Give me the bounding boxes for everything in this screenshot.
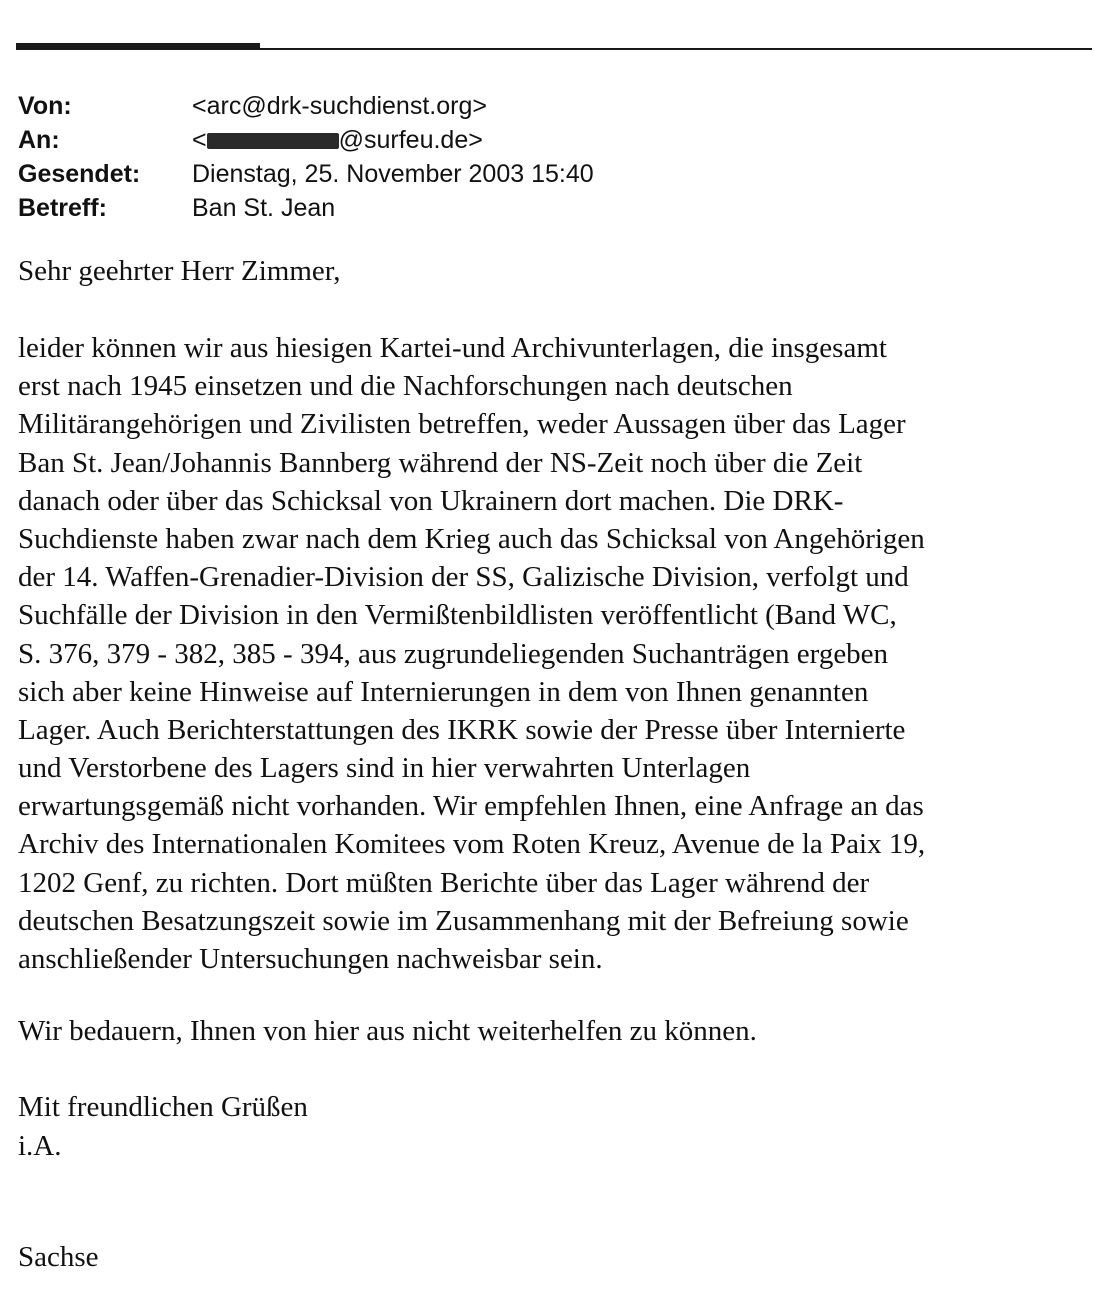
paragraph-line: Suchfälle der Division in den Vermißtenbildlisten veröffentlicht (Band WC, xyxy=(18,599,897,632)
paragraph-line: sich aber keine Hinweise auf Internierungen in dem von Ihnen genannten xyxy=(18,675,869,708)
paragraph-line: Ban St. Jean/Johannis Bannberg während der NS-Zeit noch über die Zeit xyxy=(18,446,863,479)
from-row xyxy=(18,89,594,123)
to-value xyxy=(192,123,483,157)
subject-value: Ban St. Jean xyxy=(192,194,336,222)
sent-value: Dienstag, 25. November 2003 15:40 xyxy=(192,160,594,188)
closing: Mit freundlichen Grüßen xyxy=(18,1091,308,1123)
to-prefix: < xyxy=(192,126,207,154)
paragraph-line: Lager. Auch Berichterstattungen des IKRK sowie der Presse über Internierte xyxy=(18,713,906,746)
paragraph-line: anschließender Untersuchungen nachweisbar sein. xyxy=(18,943,603,975)
to-row xyxy=(18,123,594,157)
paragraph-line: deutschen Besatzungszeit sowie im Zusammenhang mit der Befreiung sowie xyxy=(18,904,909,937)
from-label: Von: xyxy=(18,92,72,120)
paragraph-line: der 14. Waffen-Grenadier-Division der SS, Galizische Division, verfolgt und xyxy=(18,561,909,594)
paragraph-line: und Verstorbene des Lagers sind in hier verwahrten Unterlagen xyxy=(18,752,751,785)
sent-row xyxy=(18,157,594,191)
subject-label: Betreff: xyxy=(18,194,107,222)
email-header xyxy=(18,89,594,225)
to-suffix: @surfeu.de> xyxy=(338,126,483,154)
paragraph-line: leider können wir aus hiesigen Kartei-und Archivunterlagen, die insgesamt xyxy=(18,332,887,364)
paragraph-line: Suchdienste haben zwar nach dem Krieg auch das Schicksal von Angehörigen xyxy=(18,522,925,555)
paragraph-line: erst nach 1945 einsetzen und die Nachforschungen nach deutschen xyxy=(18,370,793,403)
to-label: An: xyxy=(18,126,60,154)
from-value: <arc@drk-suchdienst.org> xyxy=(192,92,487,120)
paragraph-line: S. 376, 379 - 382, 385 - 394, aus zugrundeliegenden Suchanträgen ergeben xyxy=(18,637,889,670)
redaction-bar xyxy=(207,133,339,149)
greeting: Sehr geehrter Herr Zimmer, xyxy=(18,255,341,287)
main-paragraph xyxy=(18,329,925,978)
paragraph-line: Archiv des Internationalen Komitees vom Roten Kreuz, Avenue de la Paix 19, xyxy=(18,828,926,861)
header-rule xyxy=(16,48,1092,50)
signature-name: Sachse xyxy=(18,1241,99,1273)
subject-row xyxy=(18,191,594,225)
paragraph-line: Militärangehörigen und Zivilisten betreffen, weder Aussagen über das Lager xyxy=(18,408,906,441)
paragraph-line: 1202 Genf, zu richten. Dort müßten Berichte über das Lager während der xyxy=(18,866,870,899)
regret-sentence: Wir bedauern, Ihnen von hier aus nicht weiterhelfen zu können. xyxy=(18,1015,757,1047)
on-behalf: i.A. xyxy=(18,1130,62,1162)
paragraph-line: danach oder über das Schicksal von Ukrainern dort machen. Die DRK- xyxy=(18,484,844,517)
sent-label: Gesendet: xyxy=(18,160,141,188)
paragraph-line: erwartungsgemäß nicht vorhanden. Wir empfehlen Ihnen, eine Anfrage an das xyxy=(18,790,924,823)
